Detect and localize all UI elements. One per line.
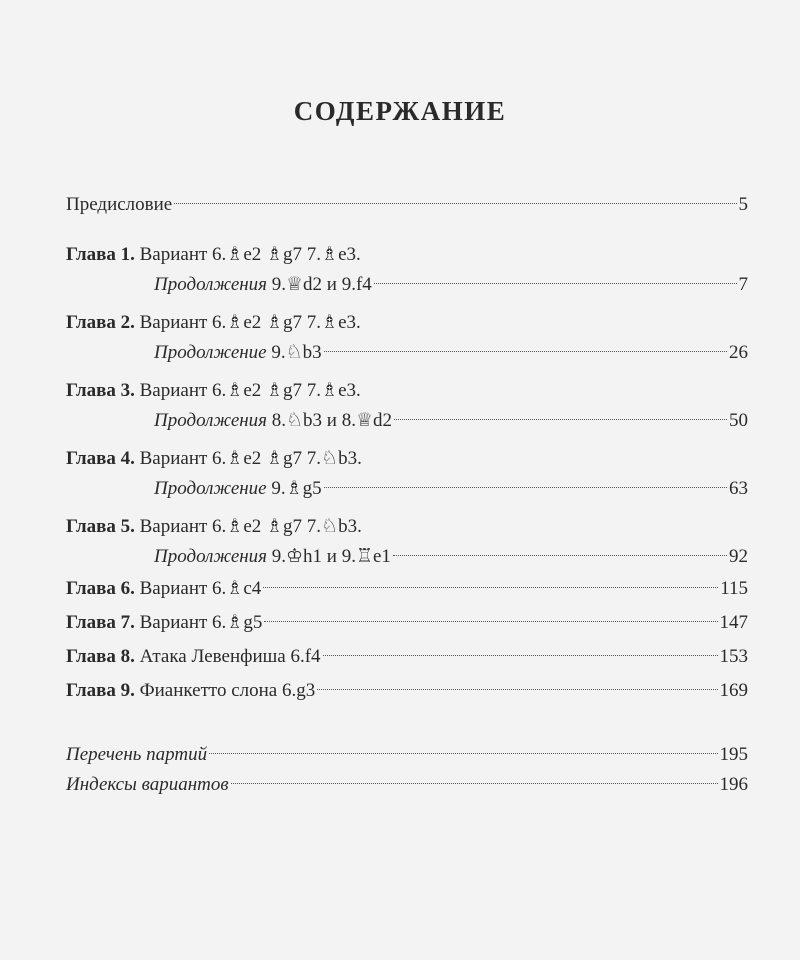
dot-leader: [374, 283, 737, 284]
toc-entry-chapter-8: [66, 642, 748, 672]
toc-entry-chapter-9: [66, 676, 748, 706]
chapter-label: Глава 5.: [66, 516, 135, 537]
toc-entry-variations-index: [66, 770, 748, 800]
page-number: 169: [719, 680, 748, 701]
toc-entry-chapter-2: [66, 308, 748, 338]
chapter-label: Глава 3.: [66, 380, 135, 401]
dot-leader: [323, 655, 718, 656]
page-number: 147: [719, 612, 748, 633]
page-number: 115: [720, 578, 748, 599]
continuation-moves: 9.♗g5: [266, 478, 322, 499]
toc-entry-chapter-4: [66, 444, 748, 474]
chapter-title: Вариант 6.♗g5: [139, 612, 263, 633]
dot-leader: [393, 555, 727, 556]
chapter-title: Атака Левенфиша 6.f4: [139, 646, 321, 667]
continuation-moves: 9.♕d2 и 9.f4: [267, 274, 372, 295]
chapter-title: Вариант 6.♗e2 ♗g7 7.♘b3.: [139, 448, 362, 469]
page-number: 153: [719, 646, 748, 667]
page-number: 7: [738, 274, 748, 295]
chapter-label: Глава 4.: [66, 448, 135, 469]
chapter-title: Вариант 6.♗e2 ♗g7 7.♗e3.: [139, 312, 361, 333]
table-of-contents: [66, 190, 748, 800]
page-number: 5: [738, 194, 748, 215]
toc-entry-chapter-3-cont: [66, 406, 748, 436]
entry-text: Перечень партий: [66, 744, 208, 765]
dot-leader: [324, 487, 727, 488]
toc-entry-chapter-1-cont: [66, 270, 748, 300]
page-number: 92: [729, 546, 748, 567]
toc-entry-chapter-6: [66, 574, 748, 604]
dot-leader: [209, 753, 717, 754]
continuation-moves: 8.♘b3 и 8.♕d2: [267, 410, 392, 431]
page-number: 195: [719, 744, 748, 765]
continuation-moves: 9.♔h1 и 9.♖e1: [267, 546, 391, 567]
chapter-label: Глава 6.: [66, 578, 135, 599]
chapter-title: Вариант 6.♗e2 ♗g7 7.♗e3.: [139, 244, 361, 265]
chapter-label: Глава 1.: [66, 244, 135, 265]
continuation-label: Продолжение: [154, 478, 267, 499]
page-number: 50: [729, 410, 748, 431]
toc-entry-preface: [66, 190, 748, 220]
dot-leader: [264, 621, 717, 622]
chapter-title: Фианкетто слона 6.g3: [139, 680, 316, 701]
page-number: 196: [719, 774, 748, 795]
page-title: СОДЕРЖАНИЕ: [293, 96, 507, 126]
toc-entry-chapter-7: [66, 608, 748, 638]
chapter-label: Глава 8.: [66, 646, 135, 667]
toc-entry-chapter-4-cont: [66, 474, 748, 504]
dot-leader: [394, 419, 727, 420]
toc-entry-chapter-2-cont: [66, 338, 748, 368]
chapter-label: Глава 7.: [66, 612, 135, 633]
continuation-moves: 9.♘b3: [266, 342, 322, 363]
page-number: 63: [729, 478, 748, 499]
toc-entry-chapter-5-cont: [66, 542, 748, 572]
page-number: 26: [729, 342, 748, 363]
dot-leader: [324, 351, 727, 352]
dot-leader: [263, 587, 718, 588]
continuation-label: Продолжения: [154, 410, 268, 431]
toc-entry-chapter-3: [66, 376, 748, 406]
chapter-label: Глава 2.: [66, 312, 135, 333]
continuation-label: Продолжения: [154, 274, 268, 295]
toc-entry-games-list: [66, 740, 748, 770]
chapter-label: Глава 9.: [66, 680, 135, 701]
dot-leader: [317, 689, 717, 690]
entry-text: Индексы вариантов: [66, 774, 229, 795]
toc-entry-chapter-1: [66, 240, 748, 270]
chapter-title: Вариант 6.♗c4: [139, 578, 262, 599]
dot-leader: [174, 203, 736, 204]
continuation-label: Продолжение: [154, 342, 267, 363]
entry-text: Предисловие: [66, 194, 173, 215]
dot-leader: [231, 783, 718, 784]
toc-entry-chapter-5: [66, 512, 748, 542]
chapter-title: Вариант 6.♗e2 ♗g7 7.♘b3.: [139, 516, 362, 537]
chapter-title: Вариант 6.♗e2 ♗g7 7.♗e3.: [139, 380, 361, 401]
continuation-label: Продолжения: [154, 546, 268, 567]
